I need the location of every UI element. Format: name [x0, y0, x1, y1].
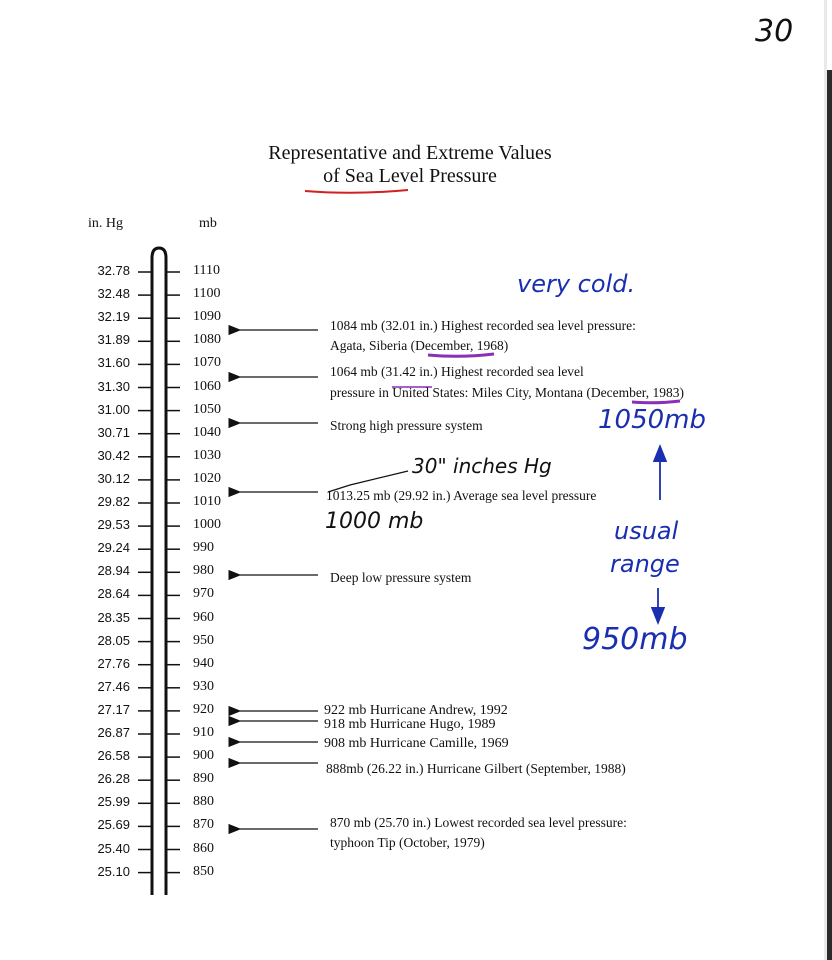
scale-hg-value: 32.78 — [97, 263, 130, 278]
scale-mb-value: 1110 — [193, 263, 220, 278]
scale-mb-value: 950 — [193, 632, 214, 648]
scale-mb-value: 1090 — [193, 309, 221, 325]
note-lowest-line-1: 870 mb (25.70 in.) Lowest recorded sea level pressure: — [330, 815, 627, 830]
scale-hg-value: 32.48 — [97, 286, 130, 302]
note-deep-low: Deep low pressure system — [330, 570, 472, 585]
scale-hg-value: 30.12 — [97, 470, 130, 486]
handwritten-inches-hg: 30" inches Hg — [412, 454, 552, 478]
handwritten-950-mb: 950mb — [582, 622, 688, 657]
handwritten-usual: usual — [614, 517, 679, 545]
scale-mb-value: 910 — [193, 725, 214, 740]
note-strong-high: Strong high pressure system — [330, 418, 483, 433]
scale-mb-value: 1050 — [193, 401, 221, 417]
scale-mb-value: 1000 — [193, 517, 221, 533]
note-camille: 908 mb Hurricane Camille, 1969 — [324, 736, 509, 751]
scale-mb-value: 960 — [193, 609, 214, 625]
scale-hg-value: 28.64 — [97, 586, 130, 602]
scale-mb-value: 1100 — [193, 286, 221, 302]
column-header-hg: in. Hg — [88, 216, 123, 231]
page-number: 30 — [755, 14, 794, 49]
note-highest-world-line-2: Agata, Siberia (December, 1968) — [330, 338, 509, 353]
scale-mb-value: 860 — [193, 840, 214, 856]
scale-mb-value: 930 — [193, 678, 214, 694]
scale-hg-value: 26.28 — [97, 771, 130, 787]
note-andrew: 922 mb Hurricane Andrew, 1992 — [324, 703, 508, 718]
scale-mb-value: 1080 — [193, 332, 221, 348]
note-hugo: 918 mb Hurricane Hugo, 1989 — [324, 717, 496, 732]
scale-mb-value: 920 — [193, 701, 214, 717]
note-gilbert: 888mb (26.22 in.) Hurricane Gilbert (September, 1988) — [326, 761, 626, 776]
scale-mb-value: 940 — [193, 655, 214, 671]
scale-hg-value: 27.76 — [97, 655, 130, 671]
page-title-line-1: Representative and Extreme Values — [268, 142, 552, 164]
scale-mb-value: 890 — [193, 771, 214, 787]
scale-mb-value: 870 — [193, 817, 214, 833]
page-title-line-2: of Sea Level Pressure — [323, 165, 497, 187]
scale-mb-value: 850 — [193, 863, 214, 879]
handwritten-range: range — [610, 550, 680, 578]
scale-hg-value: 30.42 — [97, 447, 130, 463]
scale-mb-value: 1040 — [193, 424, 221, 440]
scale-column — [152, 248, 166, 895]
note-lowest-line-2: typhoon Tip (October, 1979) — [330, 835, 485, 850]
red-underline — [305, 190, 408, 193]
scale-hg-value: 31.30 — [97, 378, 130, 394]
scale-hg-value: 29.82 — [97, 494, 130, 509]
scale-mb-value: 1020 — [193, 470, 221, 486]
scale-mb-value: 980 — [193, 563, 214, 579]
scale-hg-value: 29.24 — [97, 540, 130, 556]
scale-hg-value: 25.40 — [97, 840, 130, 856]
scale-hg-value: 26.87 — [97, 725, 130, 740]
scale-mb-value: 970 — [193, 586, 214, 602]
note-highest-world-line-1: 1084 mb (32.01 in.) Highest recorded sea level pressure: — [330, 318, 636, 333]
scale-mb-value: 1070 — [193, 355, 221, 371]
scale-mb-value: 1030 — [193, 447, 221, 463]
scale-mb-value: 990 — [193, 540, 214, 556]
scale-mb-value: 1010 — [193, 494, 221, 509]
scale-mb-value: 900 — [193, 748, 214, 764]
handwritten-1000-mb: 1000 mb — [325, 509, 424, 534]
note-average: 1013.25 mb (29.92 in.) Average sea level pressure — [326, 488, 597, 503]
note-highest-us-line-2: pressure in United States: Miles City, Montana (December, 1983) — [330, 385, 685, 400]
scale-hg-value: 28.35 — [97, 609, 130, 625]
handwritten-1050-mb: 1050mb — [598, 405, 706, 435]
handwritten-very-cold: very cold. — [517, 270, 636, 298]
scale-mb-value: 880 — [193, 794, 214, 810]
scale-hg-value: 31.89 — [97, 332, 130, 348]
scale-mb-value: 1060 — [193, 378, 221, 394]
scale-hg-value: 25.69 — [97, 817, 130, 833]
scale-hg-value: 25.99 — [97, 794, 130, 810]
scale-hg-value: 29.53 — [97, 517, 130, 533]
scale-hg-value: 31.00 — [97, 401, 130, 417]
scale-hg-value: 26.58 — [97, 748, 130, 764]
note-highest-us-line-1: 1064 mb (31.42 in.) Highest recorded sea level — [330, 364, 584, 379]
scale-hg-value: 27.17 — [97, 701, 130, 717]
scale-hg-value: 32.19 — [97, 309, 130, 325]
scale-hg-value: 28.05 — [97, 632, 130, 648]
scale-hg-value: 30.71 — [97, 424, 130, 440]
scale-hg-value: 25.10 — [97, 863, 130, 879]
column-header-mb: mb — [199, 216, 217, 231]
scale-hg-value: 27.46 — [97, 678, 130, 694]
scale-hg-value: 28.94 — [97, 563, 130, 579]
scale-hg-value: 31.60 — [97, 355, 130, 371]
scale-ticks — [138, 272, 180, 873]
